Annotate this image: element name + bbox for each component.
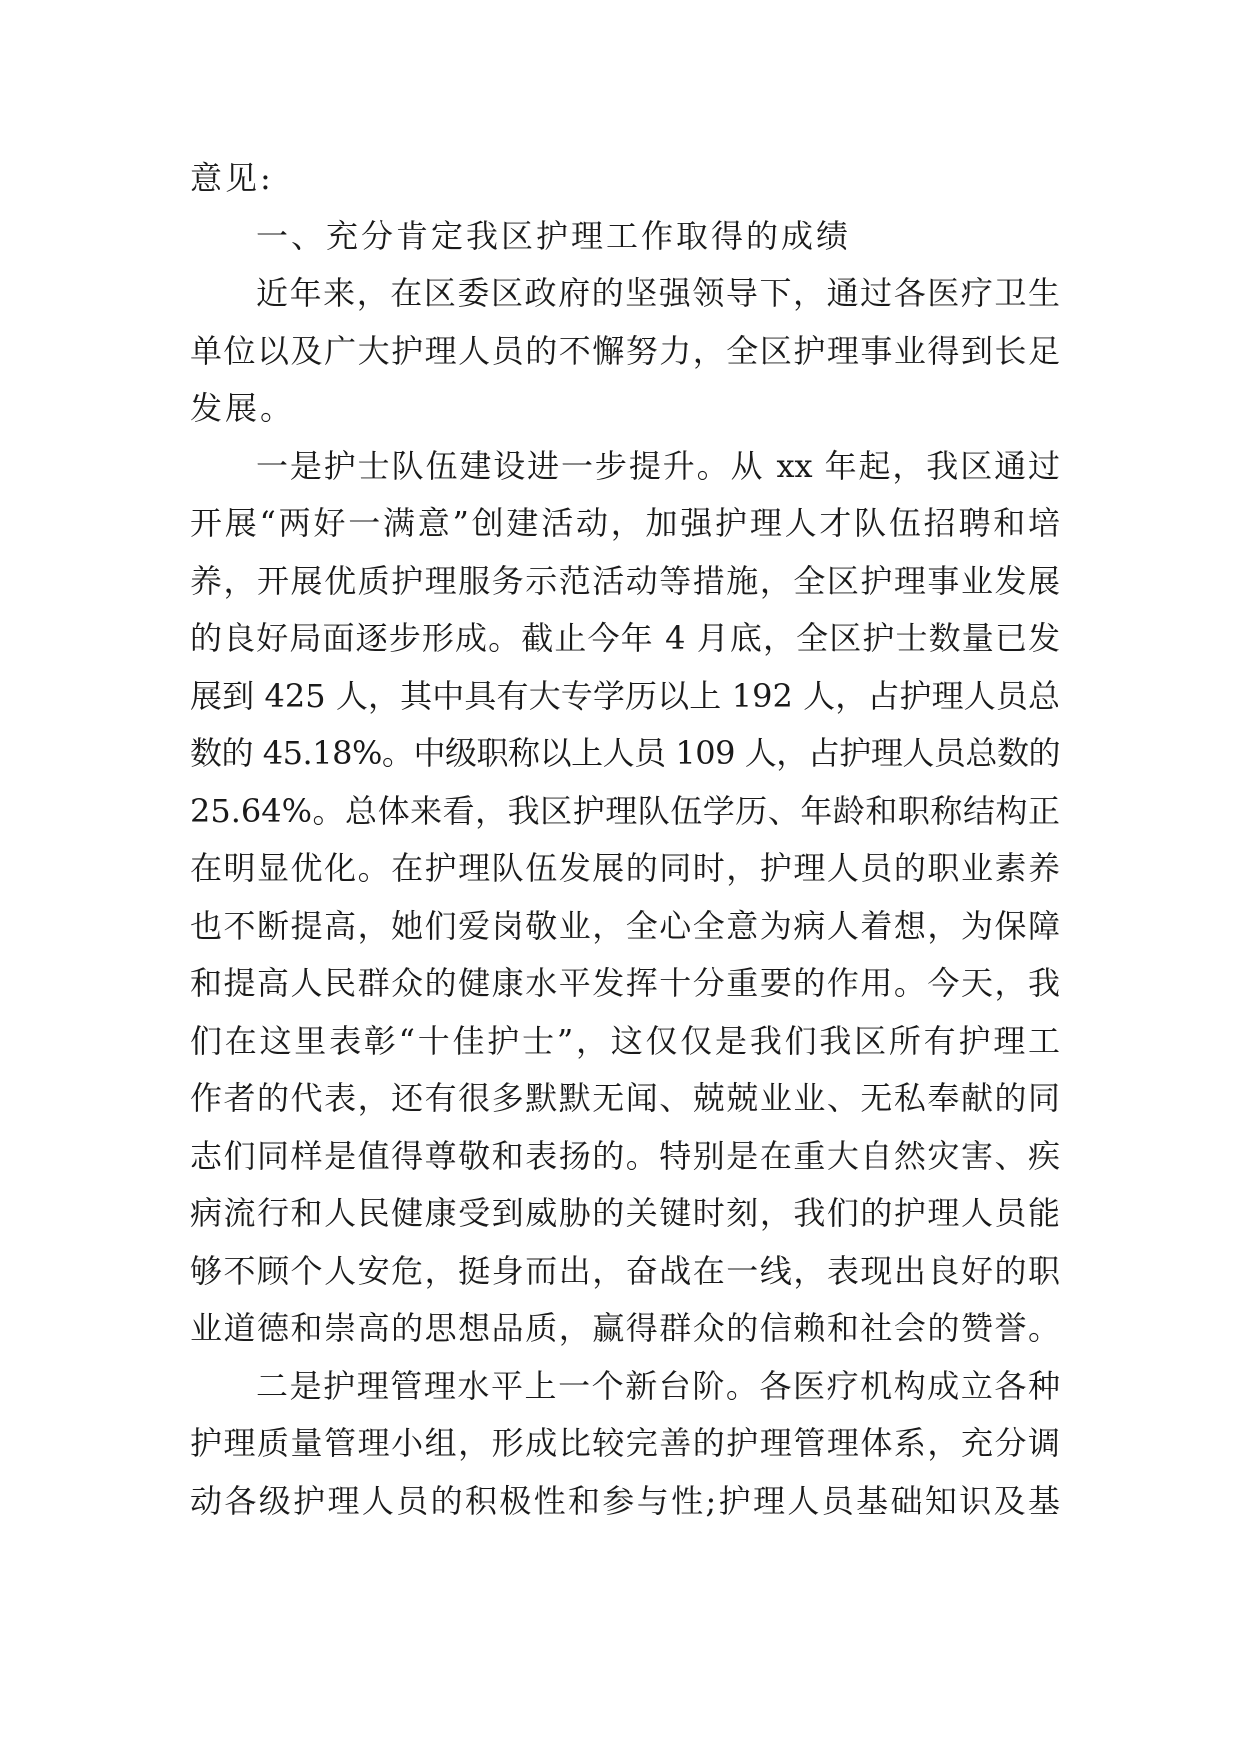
text-line: 一、充分肯定我区护理工作取得的成绩 <box>256 216 852 255</box>
text-line: 展到 425 人，其中具有大专学历以上 192 人，占护理人员总 <box>190 676 1060 715</box>
text-line: 发展。 <box>190 389 296 427</box>
text-line: 数的 45.18%。中级职称以上人员 109 人，占护理人员总数的 <box>190 734 1061 772</box>
text-line: 和提高人民群众的健康水平发挥十分重要的作用。今天，我 <box>190 964 1060 1002</box>
document-body <box>190 150 1060 1530</box>
text-line: 作者的代表，还有很多默默无闻、兢兢业业、无私奉献的同 <box>190 1079 1060 1117</box>
text-line: 护理质量管理小组，形成比较完善的护理管理体系，充分调 <box>190 1424 1060 1462</box>
text-line: 开展“两好一满意”创建活动，加强护理人才队伍招聘和培 <box>190 504 1060 542</box>
text-line: 够不顾个人安危，挺身而出，奋战在一线，表现出良好的职 <box>190 1251 1060 1290</box>
text-line: 病流行和人民健康受到威胁的关键时刻，我们的护理人员能 <box>190 1194 1060 1232</box>
text-line: 在明显优化。在护理队伍发展的同时，护理人员的职业素养 <box>190 849 1060 887</box>
text-line: 近年来，在区委区政府的坚强领导下，通过各医疗卫生 <box>256 274 1060 312</box>
text-line: 二是护理管理水平上一个新台阶。各医疗机构成立各种 <box>256 1366 1060 1405</box>
text-line: 们在这里表彰“十佳护士”，这仅仅是我们我区所有护理工 <box>190 1021 1060 1060</box>
text-line: 也不断提高，她们爱岗敬业，全心全意为病人着想，为保障 <box>190 906 1060 945</box>
text-line: 单位以及广大护理人员的不懈努力，全区护理事业得到长足 <box>190 331 1060 370</box>
text-line: 25.64%。总体来看，我区护理队伍学历、年龄和职称结构正 <box>190 791 1060 830</box>
text-line: 业道德和崇高的思想品质，赢得群众的信赖和社会的赞誉。 <box>190 1309 1060 1347</box>
text-line: 的良好局面逐步形成。截止今年 4 月底，全区护士数量已发 <box>190 619 1060 657</box>
text-line: 养，开展优质护理服务示范活动等措施，全区护理事业发展 <box>190 561 1060 600</box>
text-line: 志们同样是值得尊敬和表扬的。特别是在重大自然灾害、疾 <box>190 1136 1060 1175</box>
text-line: 动各级护理人员的积极性和参与性;护理人员基础知识及基 <box>190 1481 1060 1520</box>
text-line: 意见: <box>190 159 274 197</box>
text-line: 一是护士队伍建设进一步提升。从 xx 年起，我区通过 <box>256 446 1060 485</box>
